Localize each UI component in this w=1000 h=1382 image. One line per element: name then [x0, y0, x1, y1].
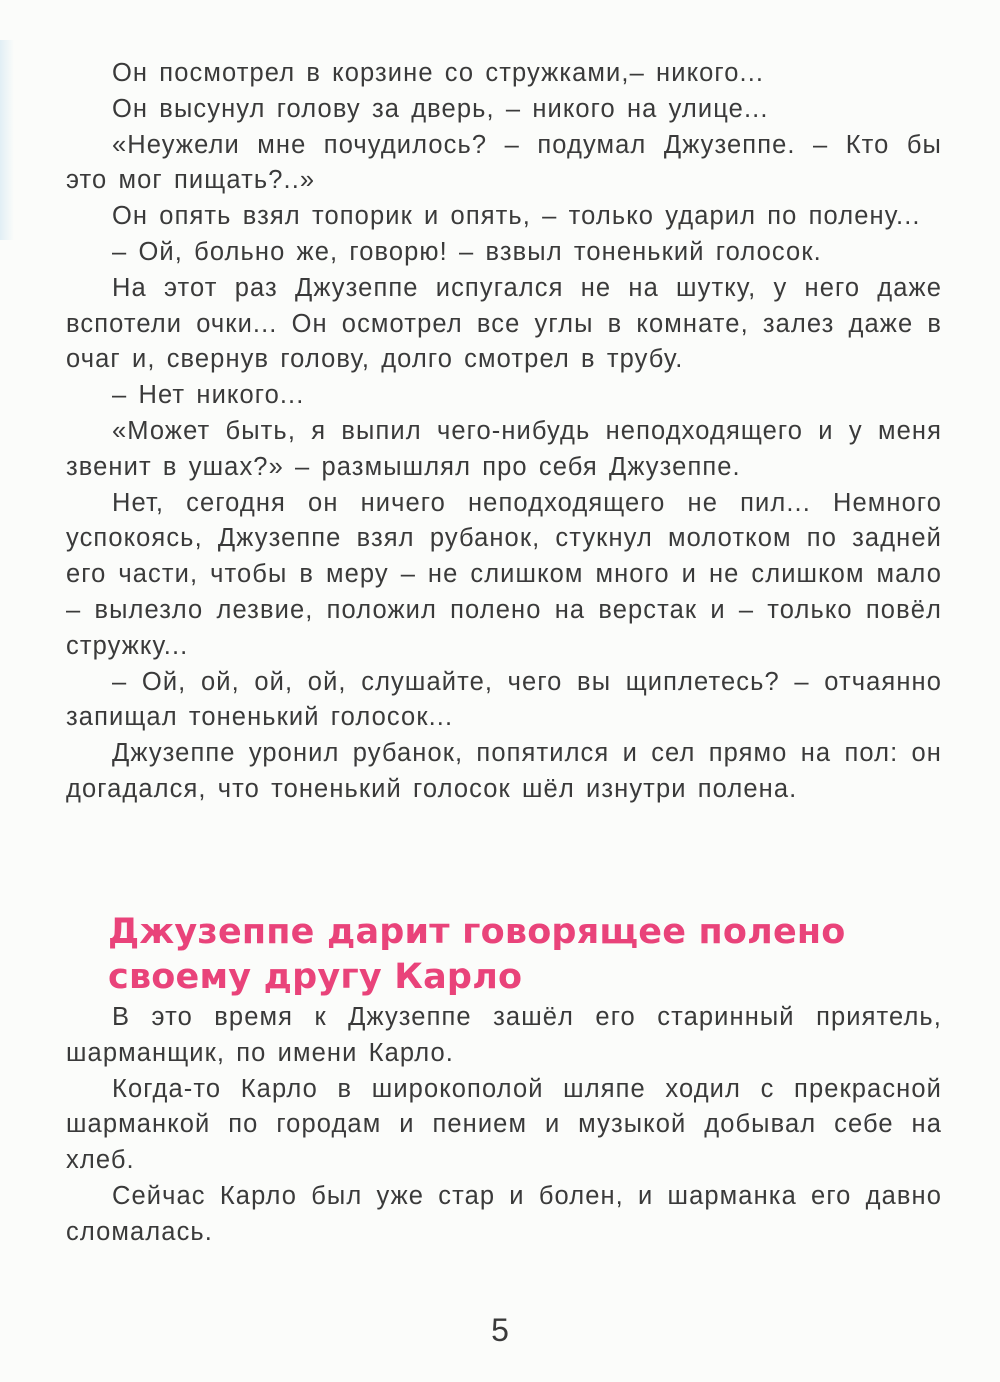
- story-text-top: [66, 56, 942, 808]
- paragraph: Он опять взял топорик и опять, – только ударил по полену...: [112, 202, 921, 231]
- paragraph: – Нет никого...: [112, 381, 305, 410]
- paragraph: Когда-то Карло в широкополой шляпе ходил с прекрасной шарманкой по городам и пением и музыкой добывал себе на хлеб.: [66, 1074, 942, 1175]
- paragraph: «Неужели мне почудилось? – подумал Джузеппе. – Кто бы это мог пищать?..»: [66, 130, 942, 195]
- chapter-heading: [108, 910, 908, 1000]
- paragraph: На этот раз Джузеппе испугался не на шутку, у него даже вспотели очки... Он осмотрел все углы в комнате, залез даже в очаг и, свернув голову, долго смотрел в трубу.: [66, 273, 942, 374]
- paragraph: Он посмотрел в корзине со стружками,– никого...: [112, 59, 765, 87]
- chapter-heading-line: Джузеппе дарит говорящее полено: [108, 912, 846, 952]
- page-number: 5: [491, 1312, 509, 1348]
- paragraph: Джузеппе уронил рубанок, попятился и сел прямо на пол: он догадался, что тоненький голосок шёл изнутри полена.: [66, 739, 942, 803]
- paragraph: Он высунул голову за дверь, – никого на улице...: [112, 94, 769, 123]
- paragraph: В это время к Джузеппе зашёл его старинный приятель, шарманщик, по имени Карло.: [66, 1003, 942, 1067]
- story-text-bottom: [66, 1000, 942, 1251]
- paragraph: «Может быть, я выпил чего-нибудь неподходящего и у меня звенит в ушах?» – размышлял про себя Джузеппе.: [66, 416, 942, 481]
- page-edge-tint: [0, 40, 14, 240]
- paragraph: – Ой, больно же, говорю! – взвыл тоненький голосок.: [112, 237, 822, 266]
- paragraph: – Ой, ой, ой, ой, слушайте, чего вы щиплетесь? – отчаянно запищал тоненький голосок...: [66, 667, 942, 732]
- chapter-heading-line: своему другу Карло: [108, 957, 523, 997]
- paragraph: Нет, сегодня он ничего неподходящего не пил... Немного успокоясь, Джузеппе взял рубанок, стукнул молотком по задней его части, чтобы в меру – не слишком много и не слишком мало – вылезло лезвие, положил полено на верстак и – только повёл стружку...: [66, 488, 942, 660]
- paragraph: Сейчас Карло был уже стар и болен, и шарманка его давно сломалась.: [66, 1181, 942, 1246]
